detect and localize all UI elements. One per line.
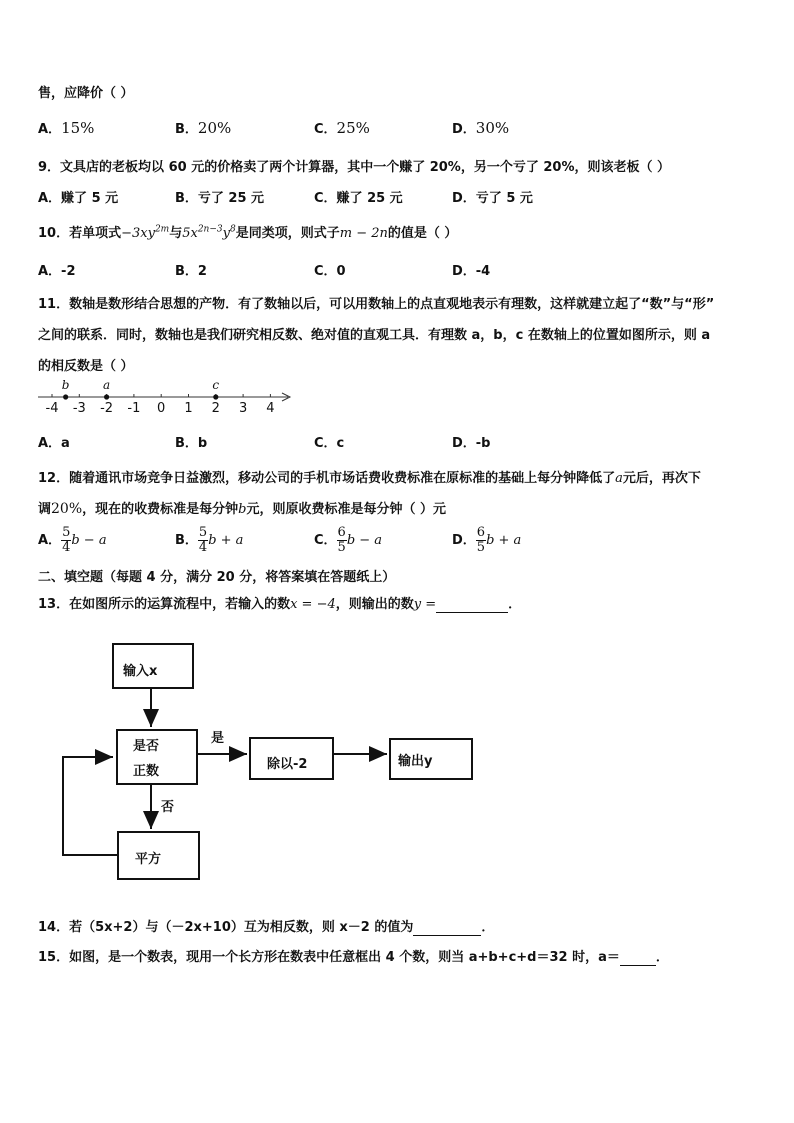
q9-stem: 9．文具店的老板均以 60 元的价格卖了两个计算器，其中一个赚了 20%，另一个亏了 20%，则该老板（ ） — [38, 160, 670, 175]
flow-yes-label: 是 — [211, 731, 225, 746]
flow-divide-box: 除以-2 — [249, 737, 334, 780]
q8-stem-tail: 售，应降价（ ） — [38, 86, 134, 101]
number-line-point-label: c — [212, 378, 220, 392]
q8-option-b: B．20% — [175, 119, 232, 137]
flow-square-box: 平方 — [117, 831, 200, 880]
q9-option-a: A．赚了 5 元 — [38, 191, 119, 206]
number-line-tick-label: 2 — [211, 401, 220, 416]
q10-option-d: D．-4 — [452, 264, 491, 279]
q14-stem: 14．若（5x+2）与（－2x+10）互为相反数，则 x－2 的值为 ． — [38, 920, 495, 935]
section-2-heading: 二、填空题（每题 4 分，满分 20 分，将答案填在答题纸上） — [38, 570, 396, 585]
q10-option-a: A．-2 — [38, 264, 76, 279]
number-line-tick-label: 4 — [266, 401, 275, 416]
flow-no-label: 否 — [161, 800, 175, 815]
q11-option-d: D．-b — [452, 436, 491, 451]
q9-option-b: B．亏了 25 元 — [175, 191, 265, 206]
number-line-tick-label: 0 — [157, 401, 166, 416]
q11-option-b: B．b — [175, 436, 208, 451]
q12-stem-line2: 调20%，现在的收费标准是每分钟b元，则原收费标准是每分钟（ ）元 — [38, 501, 447, 517]
q8-option-d: D．30% — [452, 119, 510, 137]
number-line-tick-label: 1 — [184, 401, 193, 416]
q10-stem: 10．若单项式$-3xy^{2m}$与$5x^{2n-3}y^8$是同类项，则式子m − 2n的值是（ ） — [38, 224, 458, 241]
number-line-tick-label: -4 — [45, 401, 59, 416]
number-line-point-label: b — [61, 378, 70, 392]
flow-output-box: 输出y — [389, 738, 473, 780]
q9-option-d: D．亏了 5 元 — [452, 191, 533, 206]
q9-option-c: C．赚了 25 元 — [314, 191, 403, 206]
q12-option-a: A． $\frac{5}{4}$ b − a — [38, 525, 107, 555]
q11-option-c: C．c — [314, 436, 345, 451]
q12-option-b: B． $\frac{5}{4}$ b + a — [175, 525, 244, 555]
q11-option-a: A．a — [38, 436, 70, 451]
number-line-tick-label: -3 — [72, 401, 86, 416]
q11-stem-line3: 的相反数是（ ） — [38, 359, 134, 374]
flow-decision-box: 是否 正数 — [116, 729, 198, 785]
flow-input-box: 输入x — [112, 643, 194, 689]
q10-option-b: B．2 — [175, 264, 207, 279]
loop-square-to-decision — [63, 757, 117, 855]
q12-stem-line1: 12．随着通讯市场竞争日益激烈，移动公司的手机市场话费收费标准在原标准的基础上每分钟降低了a元后，再次下 — [38, 471, 701, 486]
number-line-point-label: a — [103, 378, 111, 392]
q15-stem: 15．如图，是一个数表，现用一个长方形在数表中任意框出 4 个数，则当 a+b+c+d＝32 时，a＝ ． — [38, 950, 669, 965]
q8-option-c: C．25% — [314, 119, 370, 137]
q12-option-d: D． $\frac{6}{5}$ b + a — [452, 525, 522, 555]
q11-stem-line2: 之间的联系．同时，数轴也是我们研究相反数、绝对值的直观工具．有理数 a，b，c 在数轴上的位置如图所示，则 a — [38, 328, 711, 343]
number-line-tick-label: 3 — [238, 401, 248, 416]
q12-option-c: C． $\frac{6}{5}$ b − a — [314, 525, 383, 555]
number-line-tick-label: -2 — [100, 401, 114, 416]
q10-option-c: C．0 — [314, 264, 346, 279]
q11-stem-line1: 11．数轴是数形结合思想的产物．有了数轴以后，可以用数轴上的点直观地表示有理数，这样就建立起了“数”与“形” — [38, 297, 715, 312]
number-line-tick-label: -1 — [127, 401, 141, 416]
q13-stem: 13．在如图所示的运算流程中，若输入的数x = −4，则输出的数y = ． — [38, 597, 522, 612]
q8-option-a: A．15% — [38, 119, 95, 137]
